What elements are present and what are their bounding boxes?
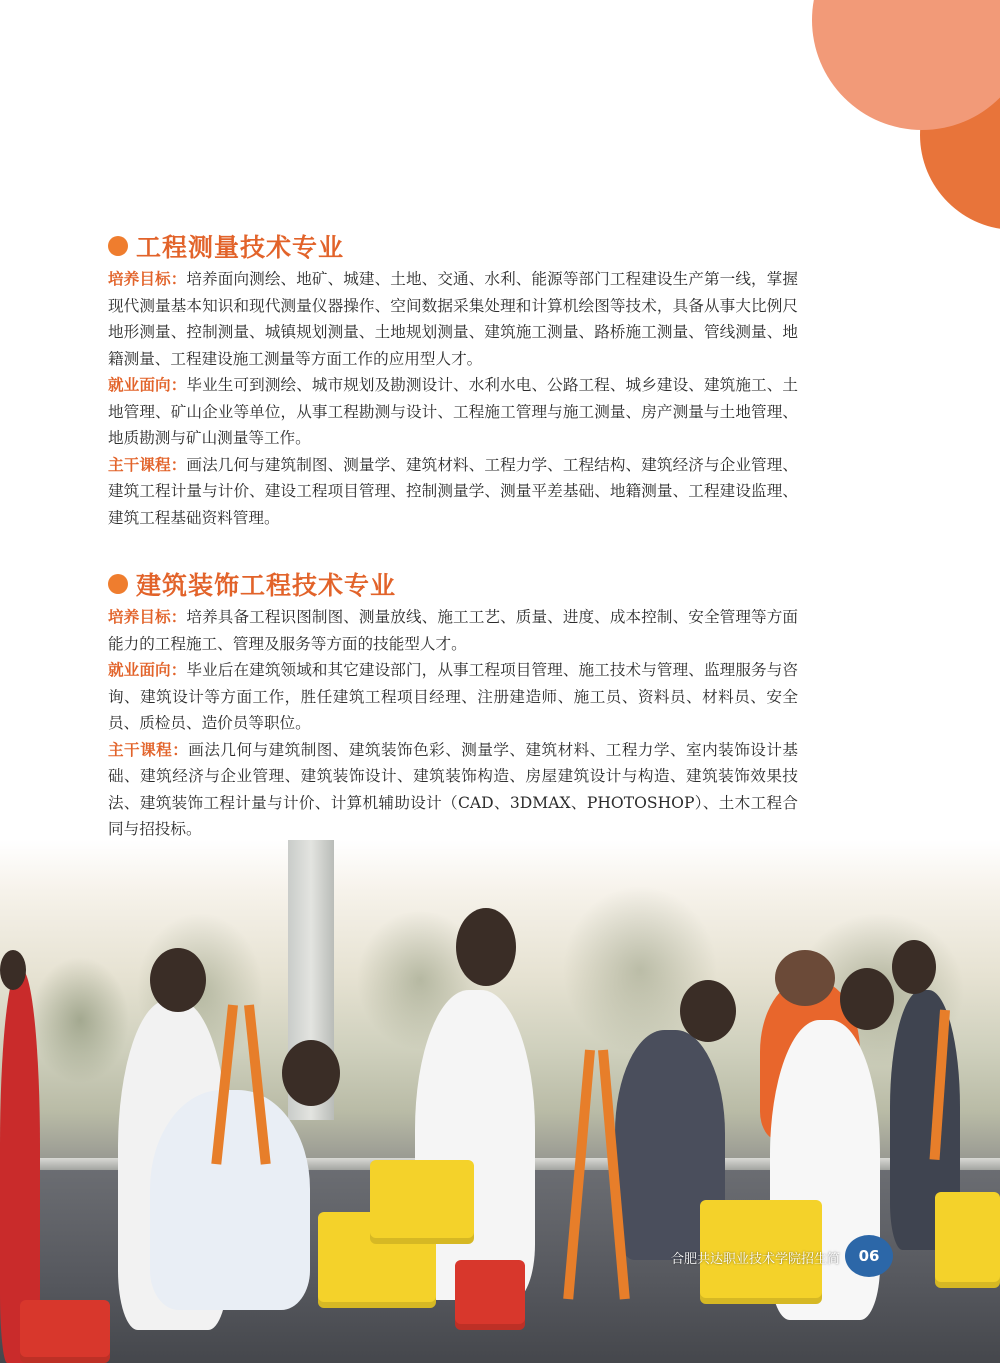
student-head [282, 1040, 340, 1106]
brochure-title: 合肥共达职业技术学院招生简 [670, 1252, 840, 1267]
student-head [150, 948, 206, 1012]
paragraph-label: 主干课程： [108, 740, 189, 759]
paragraph-label: 培养目标： [108, 608, 187, 626]
section-decoration [108, 566, 798, 843]
student-head [0, 950, 26, 990]
paragraph-employment [108, 372, 798, 452]
student-head [775, 950, 835, 1006]
section-heading [108, 566, 798, 602]
decorative-circle-light [812, 0, 1000, 130]
paragraph-training-goal [108, 266, 798, 372]
paragraph-text: 画法几何与建筑制图、建筑装饰色彩、测量学、建筑材料、工程力学、室内装饰设计基础、建筑经济与企业管理、建筑装饰设计、建筑装饰构造、房屋建筑设计与构造、建筑装饰效果技法、建筑装饰工程计量与计价、计算机辅助设计（CAD、3DMAX、PHOTOSHOP）、土木工程合同与招投标。 [108, 740, 798, 838]
paragraph-employment [108, 657, 798, 737]
student-head [680, 980, 736, 1042]
paragraph-text: 毕业后在建筑领域和其它建设部门，从事工程项目管理、施工技术与管理、监理服务与咨询、建筑设计等方面工作，胜任建筑工程项目经理、注册建造师、施工员、资料员、材料员、安全员、质检员、造价员等职位。 [108, 661, 798, 732]
section-title: 建筑装饰工程技术专业 [136, 571, 397, 600]
paragraph-label: 就业面向： [108, 661, 187, 679]
paragraph-courses [108, 737, 798, 843]
paragraph-courses [108, 452, 798, 532]
paragraph-text: 培养面向测绘、地矿、城建、土地、交通、水利、能源等部门工程建设生产第一线，掌握现代测量基本知识和现代测量仪器操作、空间数据采集处理和计算机绘图等技术，具备从事大比例尺地形测量、控制测量、城镇规划测量、土地规划测量、建筑施工测量、路桥施工测量、管线测量、地籍测量、工程建设施工测量等方面工作的应用型人才。 [108, 270, 798, 368]
students-surveying-photo [0, 840, 1000, 1363]
paragraph-text: 毕业生可到测绘、城市规划及勘测设计、水利水电、公路工程、城乡建设、建筑施工、土地管理、矿山企业等单位，从事工程勘测与设计、工程施工管理与施工测量、房产测量与土地管理、地质勘测与矿山测量等工作。 [108, 376, 798, 447]
section-surveying [108, 228, 798, 531]
section-heading [108, 228, 798, 264]
bullet-dot-icon [108, 574, 128, 594]
paragraph-training-goal [108, 604, 798, 657]
instrument-case [455, 1260, 525, 1330]
student-head [892, 940, 936, 994]
bullet-dot-icon [108, 236, 128, 256]
instrument-case [20, 1300, 110, 1363]
section-title: 工程测量技术专业 [136, 233, 345, 262]
paragraph-text: 培养具备工程识图制图、测量放线、施工工艺、质量、进度、成本控制、安全管理等方面能力的工程施工、管理及服务等方面的技能型人才。 [108, 608, 798, 653]
instrument-case [370, 1160, 474, 1244]
student-figure [150, 1090, 310, 1310]
paragraph-text: 画法几何与建筑制图、测量学、建筑材料、工程力学、工程结构、建筑经济与企业管理、建筑工程计量与计价、建设工程项目管理、控制测量学、测量平差基础、地籍测量、工程建设监理、建筑工程基础资料管理。 [108, 455, 798, 527]
instrument-case [935, 1192, 1000, 1288]
paragraph-label: 培养目标： [108, 270, 187, 288]
student-head [456, 908, 516, 986]
paragraph-label: 主干课程： [108, 455, 187, 474]
page-number-badge: 06 [845, 1235, 893, 1277]
student-head [840, 968, 894, 1030]
paragraph-label: 就业面向： [108, 376, 187, 394]
